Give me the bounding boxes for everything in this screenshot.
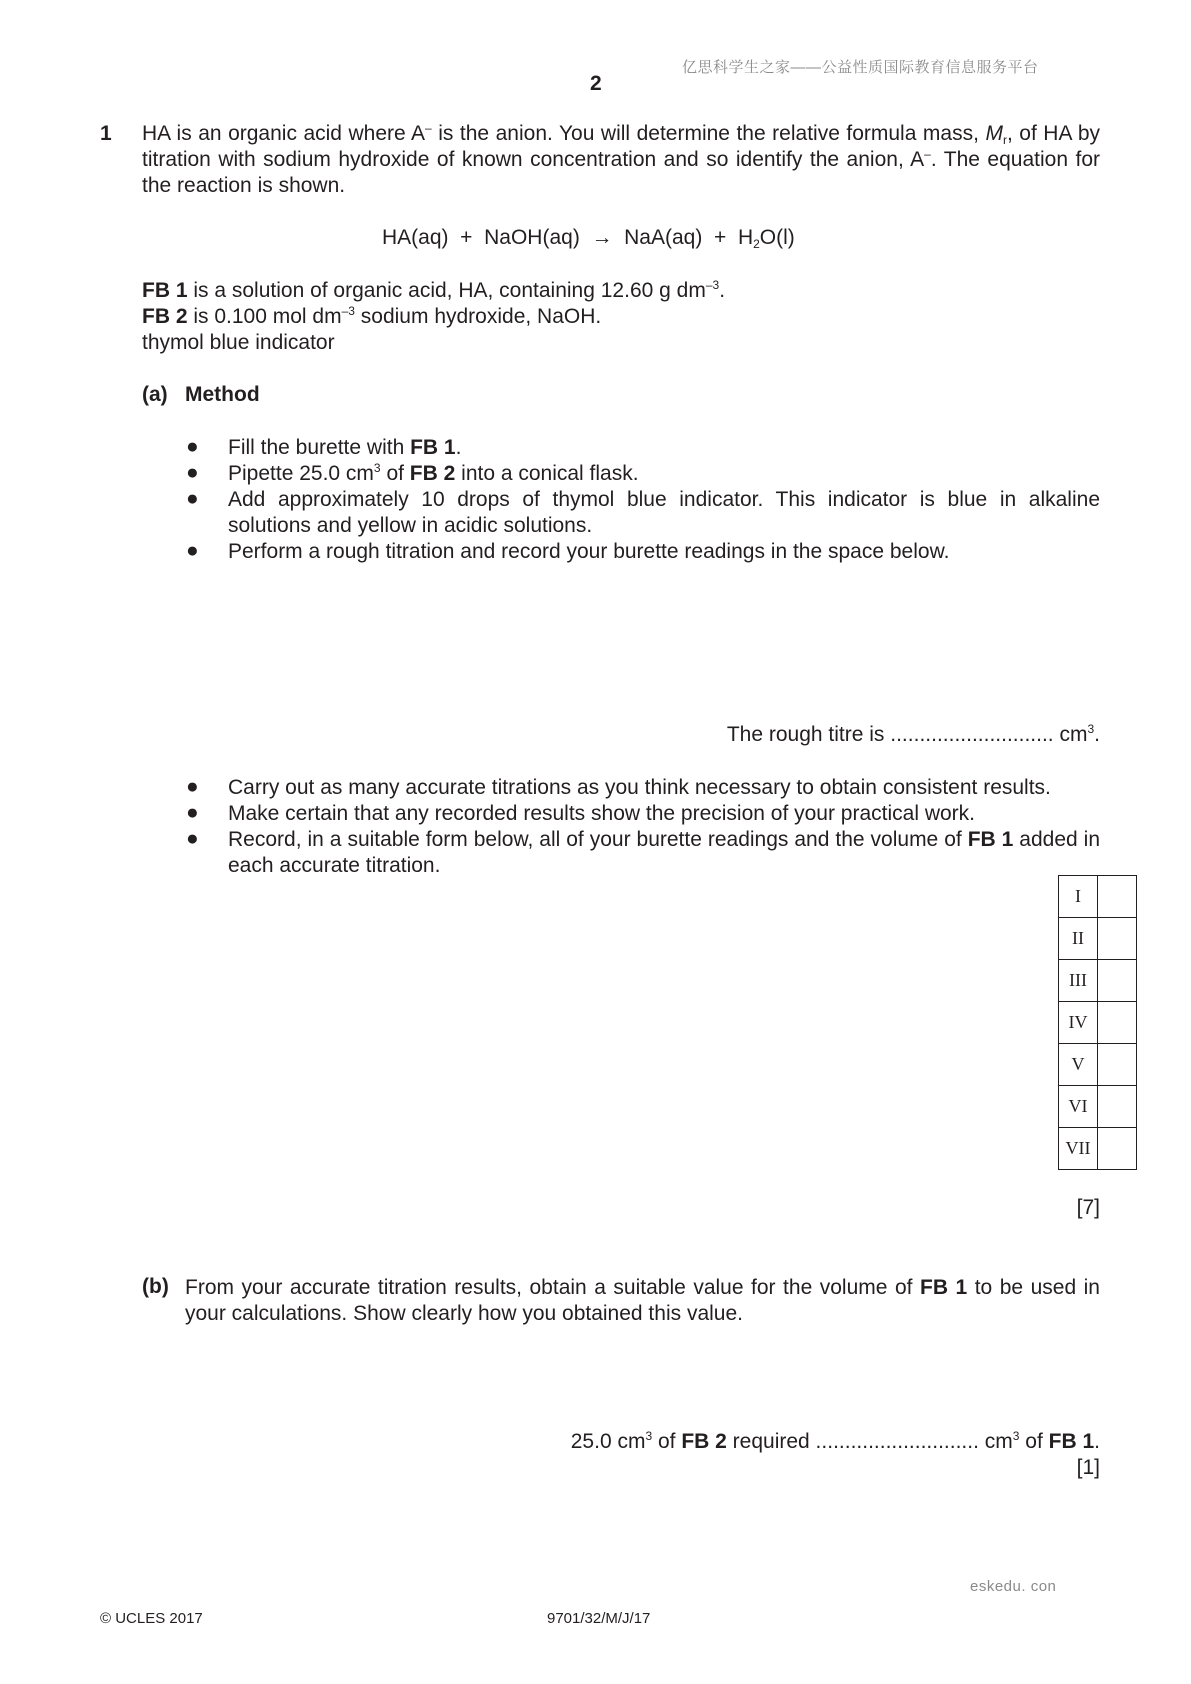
question-intro: HA is an organic acid where A– is the anion. You will determine the relative formula mass, $M_r$, of HA by titration with sodium hydroxide of known concentration and so identify the anion, A–. The equation for the reaction is shown. <box>142 121 1101 197</box>
header-watermark: 亿思科学生之家——公益性质国际教育信息服务平台 <box>682 59 1039 76</box>
marking-box <box>1098 876 1137 918</box>
examiner-marking-grid <box>1058 875 1137 1170</box>
marking-label: VII <box>1059 1128 1098 1170</box>
part-b-answer-line: 25.0 $cm^3$ of FB 2 required ............................ $cm^3$ of FB 1. <box>570 1429 1100 1453</box>
marking-box <box>1098 960 1137 1002</box>
marking-label: VI <box>1059 1086 1098 1128</box>
instruction-1: Carry out as many accurate titrations as you think necessary to obtain consistent results. <box>228 776 1051 799</box>
marking-label: IV <box>1059 1002 1098 1044</box>
bullet-icon: ● <box>186 827 199 850</box>
method-step-1: Fill the burette with FB 1. <box>228 436 462 459</box>
marking-row <box>1059 960 1137 1002</box>
marking-row <box>1059 1002 1137 1044</box>
marking-box <box>1098 1128 1137 1170</box>
marking-box <box>1098 1086 1137 1128</box>
part-b-question: From your accurate titration results, obtain a suitable value for the volume of FB 1 to be used in your calculations. Show clearly how you obtained this value. <box>185 1276 1100 1325</box>
marking-box <box>1098 918 1137 960</box>
instruction-2: Make certain that any recorded results show the precision of your practical work. <box>228 802 976 825</box>
part-b-label: (b) <box>142 1275 169 1298</box>
paper-code: 9701/32/M/J/17 <box>547 1610 651 1627</box>
page-number: 2 <box>590 72 602 95</box>
instruction-3: Record, in a suitable form below, all of your burette readings and the volume of FB 1 added in each accurate titration. <box>228 828 1100 877</box>
marking-label: I <box>1059 876 1098 918</box>
marking-box <box>1098 1044 1137 1086</box>
bullet-icon: ● <box>186 461 199 484</box>
method-step-3: Add approximately 10 drops of thymol blue indicator. This indicator is blue in alkaline solutions and yellow in acidic solutions. <box>228 488 1100 537</box>
marking-row <box>1059 1086 1137 1128</box>
marking-row <box>1059 1044 1137 1086</box>
marking-label: II <box>1059 918 1098 960</box>
part-a-label: (a) <box>142 383 168 406</box>
copyright: © UCLES 2017 <box>100 1610 203 1627</box>
bullet-icon: ● <box>186 775 199 798</box>
bullet-icon: ● <box>186 487 199 510</box>
marking-label: III <box>1059 960 1098 1002</box>
part-b-marks: [1] <box>1076 1456 1100 1479</box>
method-step-4: Perform a rough titration and record your burette readings in the space below. <box>228 540 950 563</box>
part-a-heading: Method <box>185 383 260 406</box>
question-number: 1 <box>100 122 112 145</box>
material-indicator: thymol blue indicator <box>142 331 335 354</box>
marking-box <box>1098 1002 1137 1044</box>
method-step-2: Pipette 25.0 $cm^3$ of FB 2 into a conical flask. <box>228 461 639 485</box>
part-a-marks: [7] <box>1076 1196 1100 1219</box>
bullet-icon: ● <box>186 435 199 458</box>
rough-titre-answer-line: The rough titre is ............................ $cm^3$. <box>726 722 1100 746</box>
bullet-icon: ● <box>186 539 199 562</box>
bullet-icon: ● <box>186 801 199 824</box>
footer-watermark: eskedu. con <box>970 1578 1057 1595</box>
marking-row <box>1059 918 1137 960</box>
material-fb2: FB 2 is 0.100 mol $dm^{-3}$ sodium hydroxide, NaOH. <box>142 304 602 328</box>
marking-label: V <box>1059 1044 1098 1086</box>
marking-row <box>1059 1128 1137 1170</box>
reaction-equation: HA(aq) + NaOH(aq) → $NaA(aq) + H_2O(l)$ <box>382 226 795 251</box>
marking-row <box>1059 876 1137 918</box>
material-fb1: FB 1 is a solution of organic acid, HA, containing 12.60 g $dm^{-3}$. <box>142 278 726 302</box>
